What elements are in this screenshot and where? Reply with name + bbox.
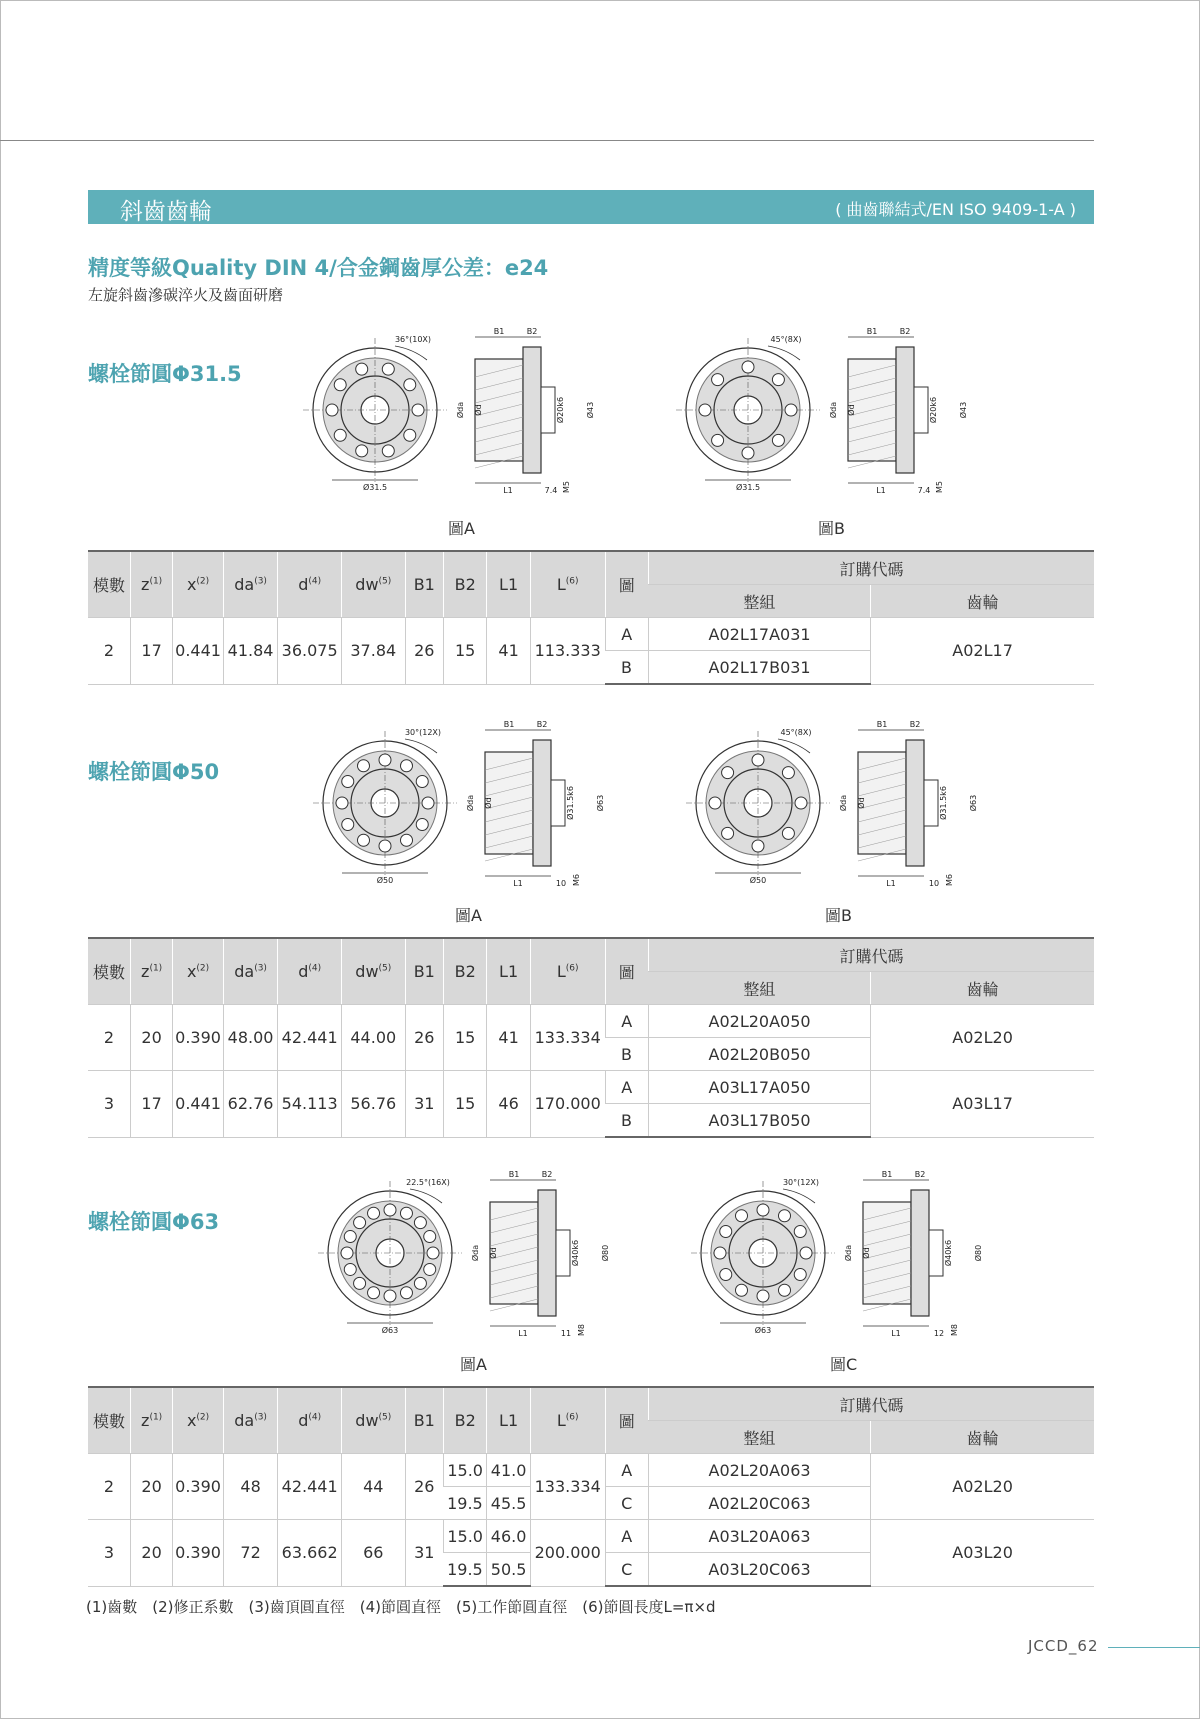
angle-label: 22.5°(16X)	[406, 1178, 450, 1187]
da-label: Øda	[471, 1244, 480, 1262]
cell-d: 54.113	[278, 1071, 342, 1138]
cell-b2: 15	[443, 618, 486, 685]
drawing-63-a	[315, 1168, 645, 1353]
cell-module: 3	[88, 1520, 130, 1587]
bolt-hole	[344, 1231, 356, 1243]
shaft-side	[924, 780, 938, 826]
cell-l: 133.334	[530, 1005, 605, 1071]
bolt-hole	[404, 429, 416, 441]
bolt-hole	[400, 1207, 412, 1219]
header-rule	[0, 140, 1094, 141]
figure-label: 圖A	[448, 519, 475, 538]
cell-l1: 46	[487, 1071, 530, 1138]
spec-table-63	[88, 1386, 1094, 1587]
bolt-hole	[416, 819, 428, 831]
cell-set-code: A03L20A063	[648, 1520, 870, 1553]
cell-b2: 15.0	[443, 1520, 486, 1553]
od-label: Ø80	[601, 1244, 610, 1262]
cell-fig: C	[605, 1553, 648, 1587]
header-fig: 圖	[605, 938, 648, 1005]
da-label: Øda	[466, 794, 475, 812]
pcd-label: Ø31.5	[362, 483, 388, 492]
cell-set-code: A02L20C063	[648, 1487, 870, 1520]
bolt-hole	[742, 447, 754, 459]
cell-fig: B	[605, 651, 648, 685]
cell-b1: 26	[405, 1454, 443, 1520]
header-x: $x^{(2)}$	[173, 551, 224, 618]
cell-module: 2	[88, 618, 130, 685]
cell-gear-code: A03L17	[871, 1071, 1094, 1138]
shaft-label: Ø20k6	[929, 396, 938, 424]
header-da: $da^{(3)}$	[223, 1387, 278, 1454]
bolt-hole	[326, 404, 338, 416]
da-label: Øda	[844, 1244, 853, 1262]
bolt-hole	[401, 834, 413, 846]
bolt-hole	[794, 1269, 806, 1281]
d-label: Ød	[474, 404, 483, 416]
bolt-size-label: M6	[945, 874, 954, 886]
cell-b1: 26	[405, 1005, 443, 1071]
cell-l: 113.333	[530, 618, 605, 685]
b2-label: B2	[914, 1170, 926, 1179]
figure-label: 圖A	[460, 1355, 487, 1374]
pcd-label: Ø63	[754, 1326, 772, 1335]
shaft-side	[914, 387, 928, 433]
angle-label: 36°(10X)	[394, 335, 432, 344]
l1-label: L1	[876, 486, 886, 495]
cell-gear-code: A03L20	[871, 1520, 1094, 1587]
bolt-size-label: M6	[572, 874, 581, 886]
bolt-hole	[356, 445, 368, 457]
shaft-label: Ø40k6	[571, 1239, 580, 1267]
header-l: $L^{(6)}$	[530, 1387, 605, 1454]
flange-side	[896, 347, 914, 473]
header-l1: L1	[487, 1387, 530, 1454]
section-title-50: 螺栓節圓Φ50	[88, 760, 220, 784]
cell-l1: 41.0	[487, 1454, 530, 1487]
cell-l1: 45.5	[487, 1487, 530, 1520]
cell-fig: A	[605, 618, 648, 651]
cell-l: 133.334	[530, 1454, 605, 1520]
cell-d: 36.075	[278, 618, 342, 685]
cell-d: 42.441	[278, 1005, 342, 1071]
cell-d: 42.441	[278, 1454, 342, 1520]
bolt-hole	[414, 1277, 426, 1289]
bolt-hole	[384, 1290, 396, 1302]
angle-label: 45°(8X)	[770, 335, 802, 344]
flange-thickness-label: 10	[555, 879, 567, 888]
bolt-hole	[742, 361, 754, 373]
shaft-label: Ø31.5k6	[939, 786, 948, 820]
cell-dw: 56.76	[341, 1071, 405, 1138]
cell-z: 17	[130, 1071, 172, 1138]
cell-x: 0.441	[173, 618, 224, 685]
shaft-label: Ø31.5k6	[566, 786, 575, 820]
header-fig: 圖	[605, 1387, 648, 1454]
drawing-63-c	[688, 1168, 1018, 1353]
bolt-hole	[356, 363, 368, 375]
bolt-hole	[699, 404, 711, 416]
cell-z: 20	[130, 1520, 172, 1587]
header-x: $x^{(2)}$	[173, 938, 224, 1005]
cell-fig: A	[605, 1520, 648, 1553]
bolt-size-label: M5	[562, 481, 571, 493]
cell-da: 48	[223, 1454, 278, 1520]
l1-label: L1	[886, 879, 896, 888]
l1-label: L1	[891, 1329, 901, 1338]
bolt-hole	[368, 1287, 380, 1299]
cell-module: 2	[88, 1454, 130, 1520]
bolt-hole	[722, 767, 734, 779]
header-b1: B1	[405, 551, 443, 618]
bolt-size-label: M8	[577, 1324, 586, 1336]
cell-b1: 31	[405, 1071, 443, 1138]
l1-label: L1	[503, 486, 513, 495]
bolt-hole	[779, 1284, 791, 1296]
bolt-hole	[785, 404, 797, 416]
header-module: 模數	[88, 551, 130, 618]
header-l1: L1	[487, 551, 530, 618]
cell-fig: A	[605, 1454, 648, 1487]
angle-label: 30°(12X)	[404, 728, 442, 737]
cell-set-code: A03L20C063	[648, 1553, 870, 1587]
bolt-hole	[722, 827, 734, 839]
bolt-hole	[752, 840, 764, 852]
cell-b2: 15.0	[443, 1454, 486, 1487]
da-label: Øda	[456, 401, 465, 419]
cell-l1: 41	[487, 1005, 530, 1071]
bolt-hole	[782, 827, 794, 839]
pcd-label: Ø50	[749, 876, 767, 885]
bolt-hole	[795, 797, 807, 809]
b1-label: B1	[866, 327, 878, 336]
cell-set-code: A03L17A050	[648, 1071, 870, 1104]
bolt-hole	[412, 404, 424, 416]
shaft-label: Ø20k6	[556, 396, 565, 424]
cell-da: 48.00	[223, 1005, 278, 1071]
bolt-hole	[342, 819, 354, 831]
bolt-hole	[401, 760, 413, 772]
cell-d: 63.662	[278, 1520, 342, 1587]
cell-dw: 44	[341, 1454, 405, 1520]
header-l1: L1	[487, 938, 530, 1005]
header-gear: 齒輪	[871, 585, 1094, 618]
header-dw: $dw^{(5)}$	[341, 1387, 405, 1454]
cell-z: 20	[130, 1005, 172, 1071]
pcd-label: Ø50	[376, 876, 394, 885]
bolt-hole	[358, 834, 370, 846]
b2-label: B2	[909, 720, 921, 729]
shaft-side	[556, 1230, 570, 1276]
header-dw: $dw^{(5)}$	[341, 551, 405, 618]
bolt-hole	[772, 374, 784, 386]
od-label: Ø43	[586, 401, 595, 419]
header-z: $z^{(1)}$	[130, 1387, 172, 1454]
cell-dw: 37.84	[341, 618, 405, 685]
bolt-hole	[712, 374, 724, 386]
drawing-31-5-b	[673, 325, 1003, 510]
header-l: $L^{(6)}$	[530, 938, 605, 1005]
cell-gear-code: A02L17	[871, 618, 1094, 685]
header-da: $da^{(3)}$	[223, 938, 278, 1005]
b1-label: B1	[503, 720, 515, 729]
header-set: 整組	[648, 1421, 870, 1454]
page-number-rule	[1108, 1647, 1200, 1648]
cell-set-code: A02L17A031	[648, 618, 870, 651]
od-label: Ø43	[959, 401, 968, 419]
bolt-hole	[424, 1231, 436, 1243]
drawing-31-5-a	[300, 325, 630, 510]
bolt-hole	[344, 1263, 356, 1275]
od-label: Ø63	[596, 794, 605, 812]
cell-fig: A	[605, 1005, 648, 1038]
cell-fig: B	[605, 1038, 648, 1071]
cell-b2: 19.5	[443, 1553, 486, 1587]
bolt-hole	[368, 1207, 380, 1219]
cell-b1: 26	[405, 618, 443, 685]
cell-module: 3	[88, 1071, 130, 1138]
pcd-label: Ø31.5	[735, 483, 761, 492]
cell-fig: A	[605, 1071, 648, 1104]
header-module: 模數	[88, 1387, 130, 1454]
b1-label: B1	[493, 327, 505, 336]
od-label: Ø63	[969, 794, 978, 812]
bolt-size-label: M5	[935, 481, 944, 493]
flange-side	[533, 740, 551, 866]
flange-thickness-label: 7.4	[544, 486, 558, 495]
cell-b2: 19.5	[443, 1487, 486, 1520]
bolt-hole	[709, 797, 721, 809]
header-b2: B2	[443, 938, 486, 1005]
flange-side	[906, 740, 924, 866]
b1-label: B1	[508, 1170, 520, 1179]
cell-fig: B	[605, 1104, 648, 1138]
bolt-hole	[800, 1247, 812, 1259]
section-title-31-5: 螺栓節圓Φ31.5	[88, 362, 242, 386]
bolt-hole	[334, 429, 346, 441]
bolt-hole	[757, 1290, 769, 1302]
cell-z: 17	[130, 618, 172, 685]
header-fig: 圖	[605, 551, 648, 618]
flange-thickness-label: 11	[560, 1329, 572, 1338]
cell-set-code: A03L17B050	[648, 1104, 870, 1138]
shaft-side	[929, 1230, 943, 1276]
bolt-hole	[336, 797, 348, 809]
b1-label: B1	[876, 720, 888, 729]
page-subtitle: ( 曲齒聯結式/EN ISO 9409-1-A )	[835, 200, 1076, 219]
cell-l: 170.000	[530, 1071, 605, 1138]
pcd-label: Ø63	[381, 1326, 399, 1335]
cell-fig: C	[605, 1487, 648, 1520]
bolt-hole	[427, 1247, 439, 1259]
title-bar	[88, 190, 1094, 224]
bolt-hole	[354, 1217, 366, 1229]
angle-label: 30°(12X)	[782, 1178, 820, 1187]
header-z: $z^{(1)}$	[130, 938, 172, 1005]
bolt-hole	[736, 1210, 748, 1222]
cell-x: 0.390	[173, 1454, 224, 1520]
header-d: $d^{(4)}$	[278, 551, 342, 618]
bolt-hole	[782, 767, 794, 779]
figure-label: 圖A	[455, 906, 482, 925]
header-order: 訂購代碼	[648, 938, 1094, 972]
d-label: Ød	[847, 404, 856, 416]
spec-table-50	[88, 937, 1094, 1138]
d-label: Ød	[484, 797, 493, 809]
bolt-hole	[794, 1226, 806, 1238]
cell-x: 0.441	[173, 1071, 224, 1138]
header-b2: B2	[443, 551, 486, 618]
shaft-side	[551, 780, 565, 826]
figure-label: 圖C	[830, 1355, 858, 1374]
cell-l1: 41	[487, 618, 530, 685]
header-d: $d^{(4)}$	[278, 938, 342, 1005]
bolt-hole	[720, 1269, 732, 1281]
flange-side	[911, 1190, 929, 1316]
header-da: $da^{(3)}$	[223, 551, 278, 618]
header-b1: B1	[405, 938, 443, 1005]
page-number: JCCD_62	[1028, 1637, 1099, 1655]
header-set: 整組	[648, 585, 870, 618]
l1-label: L1	[513, 879, 523, 888]
cell-l: 200.000	[530, 1520, 605, 1587]
bolt-hole	[400, 1287, 412, 1299]
cell-dw: 44.00	[341, 1005, 405, 1071]
bolt-hole	[714, 1247, 726, 1259]
bolt-hole	[404, 379, 416, 391]
bolt-hole	[341, 1247, 353, 1259]
cell-da: 62.76	[223, 1071, 278, 1138]
bolt-size-label: M8	[950, 1324, 959, 1336]
bolt-hole	[779, 1210, 791, 1222]
angle-label: 45°(8X)	[780, 728, 812, 737]
bolt-hole	[334, 379, 346, 391]
cell-l1: 46.0	[487, 1520, 530, 1553]
bolt-hole	[736, 1284, 748, 1296]
flange-side	[523, 347, 541, 473]
header-gear: 齒輪	[871, 972, 1094, 1005]
b2-label: B2	[541, 1170, 553, 1179]
bolt-hole	[382, 445, 394, 457]
page-title: 斜齒齒輪	[120, 199, 212, 225]
da-label: Øda	[839, 794, 848, 812]
flange-side	[538, 1190, 556, 1316]
header-z: $z^{(1)}$	[130, 551, 172, 618]
header-module: 模數	[88, 938, 130, 1005]
b1-label: B1	[881, 1170, 893, 1179]
bolt-hole	[424, 1263, 436, 1275]
flange-thickness-label: 12	[933, 1329, 945, 1338]
b2-label: B2	[536, 720, 548, 729]
bolt-hole	[416, 776, 428, 788]
cell-set-code: A02L20A063	[648, 1454, 870, 1487]
header-order: 訂購代碼	[648, 551, 1094, 585]
da-label: Øda	[829, 401, 838, 419]
cell-gear-code: A02L20	[871, 1454, 1094, 1520]
drawing-50-a	[310, 718, 640, 903]
l1-label: L1	[518, 1329, 528, 1338]
bolt-hole	[358, 760, 370, 772]
cell-set-code: A02L20A050	[648, 1005, 870, 1038]
bolt-hole	[382, 363, 394, 375]
section-title-63: 螺栓節圓Φ63	[88, 1210, 220, 1234]
d-label: Ød	[489, 1247, 498, 1259]
shaft-label: Ø40k6	[944, 1239, 953, 1267]
cell-b1: 31	[405, 1520, 443, 1587]
cell-module: 2	[88, 1005, 130, 1071]
cell-b2: 15	[443, 1005, 486, 1071]
bolt-hole	[342, 776, 354, 788]
bolt-hole	[752, 754, 764, 766]
bolt-hole	[720, 1226, 732, 1238]
cell-da: 41.84	[223, 618, 278, 685]
bolt-hole	[757, 1204, 769, 1216]
header-d: $d^{(4)}$	[278, 1387, 342, 1454]
od-label: Ø80	[974, 1244, 983, 1262]
bolt-hole	[384, 1204, 396, 1216]
drawing-50-b	[683, 718, 1013, 903]
bolt-hole	[379, 754, 391, 766]
header-b2: B2	[443, 1387, 486, 1454]
figure-label: 圖B	[818, 519, 845, 538]
cell-set-code: A02L20B050	[648, 1038, 870, 1071]
header-set: 整組	[648, 972, 870, 1005]
flange-thickness-label: 7.4	[917, 486, 931, 495]
b2-label: B2	[899, 327, 911, 336]
footnote: (1)齒數 (2)修正系數 (3)齒頂圓直徑 (4)節圓直徑 (5)工作節圓直徑 (6)節圓長度L=π×d	[86, 1598, 716, 1616]
cell-x: 0.390	[173, 1520, 224, 1587]
header-x: $x^{(2)}$	[173, 1387, 224, 1454]
header-gear: 齒輪	[871, 1421, 1094, 1454]
header-dw: $dw^{(5)}$	[341, 938, 405, 1005]
cell-x: 0.390	[173, 1005, 224, 1071]
bolt-hole	[712, 434, 724, 446]
cell-da: 72	[223, 1520, 278, 1587]
cell-set-code: A02L17B031	[648, 651, 870, 685]
bolt-hole	[422, 797, 434, 809]
cell-l1: 50.5	[487, 1553, 530, 1587]
precision-spec: 精度等級Quality DIN 4/合金鋼齒厚公差：e24	[88, 256, 549, 280]
process-note: 左旋斜齒滲碳淬火及齒面研磨	[88, 286, 284, 304]
b2-label: B2	[526, 327, 538, 336]
figure-label: 圖B	[825, 906, 852, 925]
cell-dw: 66	[341, 1520, 405, 1587]
bolt-hole	[772, 434, 784, 446]
cell-gear-code: A02L20	[871, 1005, 1094, 1071]
header-b1: B1	[405, 1387, 443, 1454]
bolt-hole	[379, 840, 391, 852]
shaft-side	[541, 387, 555, 433]
cell-z: 20	[130, 1454, 172, 1520]
flange-thickness-label: 10	[928, 879, 940, 888]
header-l: $L^{(6)}$	[530, 551, 605, 618]
d-label: Ød	[857, 797, 866, 809]
header-order: 訂購代碼	[648, 1387, 1094, 1421]
d-label: Ød	[862, 1247, 871, 1259]
spec-table-31-5	[88, 550, 1094, 685]
cell-b2: 15	[443, 1071, 486, 1138]
bolt-hole	[414, 1217, 426, 1229]
bolt-hole	[354, 1277, 366, 1289]
